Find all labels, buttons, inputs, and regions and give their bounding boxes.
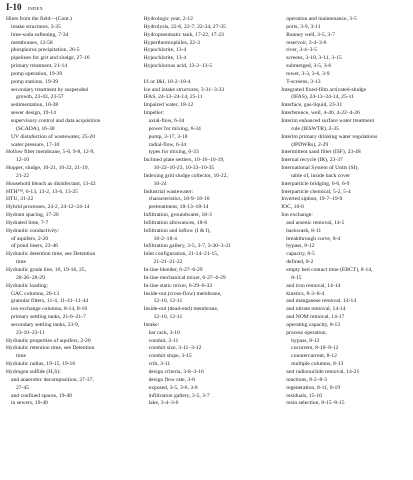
index-entry: HTH™, 6-13, 13-2, 13-6, 13-25 (6, 188, 78, 195)
index-entry: supervisory control and data acquisition (11, 117, 101, 124)
index-entry: operation and maintenance, 3-5 (286, 16, 357, 22)
index-entry: pretreatment, 18-13–18-14 (148, 204, 209, 211)
index-entry: Infiltration, groundwater, 18-3 (143, 212, 212, 219)
index-entry: Hints from the field—(Cont.) (6, 16, 72, 22)
index-entry: types for mixing, 6-33 (148, 149, 199, 156)
index-column-3 (281, 16, 409, 478)
index-entry: UV disinfection of wastewater, 25-20 (11, 133, 96, 140)
index-entry: and confined spaces, 19-40 (11, 392, 72, 399)
index-entry: conduit, 3-11 (148, 337, 179, 344)
index-entry: GAC columns, 26-13 (11, 290, 60, 297)
index-entry: Interparticle bridging, 6-6, 6-9 (281, 180, 350, 187)
index-entry: reactions, 8-2–8-3 (286, 376, 327, 383)
index-entry: Hydraulic loading: (6, 282, 49, 289)
index-entry: lake, 3-4–3-6 (148, 400, 179, 407)
index-entry: Inside-out (dead-end) membrane, (143, 306, 219, 313)
index-entry (144, 71, 278, 79)
index-entry: growth, 23-43, 23-57 (16, 94, 64, 101)
index-entry: conduit slope, 3-15 (148, 353, 192, 360)
index-entry: breakthrough curve, 8-4 (286, 235, 341, 242)
index-entry: lime-soda softening, 7-34 (11, 31, 69, 38)
page-number: I-10 (6, 2, 22, 12)
index-entry: membranes, 12-58 (11, 39, 53, 46)
index-entry: Inclined plate settlers, 10-16–10-19, (143, 157, 225, 164)
index-entry: rule (IESWTR), 2-35 (291, 125, 339, 132)
index-entry: Hydraulic detention time, see Detention (6, 251, 96, 258)
index-entry: capacity, 8-5 (286, 251, 315, 258)
index-entry: conduit size, 3-11–3-12 (148, 345, 202, 352)
index-entry: granular filters, 11-4, 11-41–11-44 (11, 298, 89, 305)
index-entry: kinetics, 8-3–8-4 (286, 290, 325, 297)
index-entry: water pressure, 17-10 (11, 141, 60, 148)
index-entry: Ranney well, 3-5, 3-7 (286, 31, 335, 38)
index-entry: sewer design, 19-14 (11, 110, 56, 117)
index-entry: time (16, 353, 26, 360)
index-entry: Ion exchange: (281, 212, 313, 219)
index-entry: bypass, 8-12 (291, 337, 320, 344)
index-entry: and radionuclide removal, 14-21 (286, 368, 360, 375)
index-entry: pump operation, 19-39 (11, 70, 63, 77)
index-entry: river, 3-4–3-5 (286, 47, 318, 54)
index-entry: Hydrogen sulfide (H₂S): (6, 368, 61, 375)
index-entry: T-screens, 3-13 (286, 78, 321, 85)
index-entry: Indexing grid sludge collector, 10-22, (143, 172, 228, 179)
index-entry: reservoir, 3-4–3-6 (286, 39, 327, 46)
index-entry: and nitrate removal, 14-14 (286, 306, 346, 313)
index-entry: 21-22 (16, 172, 30, 179)
index-entry: Intake: (143, 321, 160, 328)
index-entry: Internal recycle (IR), 23-37 (281, 157, 343, 164)
index-entry: ports, 3-9, 3-11 (286, 23, 321, 30)
index-entry: Industrial wastewater: (143, 188, 194, 195)
index-entry: Household bleach as disinfectant, 13-42 (6, 180, 96, 187)
index-entry: bar rack, 3-10 (148, 329, 180, 336)
index-entry: pump stations, 19-39 (11, 78, 59, 85)
index-entry: process operation, (286, 329, 327, 336)
index-entry: Hydraulic retention time, see Detention (6, 345, 95, 352)
index-entry: Hydraulic grade line, 16, 19-16, 25, (6, 267, 87, 273)
index-entry: design criteria, 3-8–3-16 (148, 368, 204, 375)
index-entry: Interparticle chemical, 5-2, 5-4 (281, 188, 351, 195)
index-entry: Interface, gas-liquid, 23-31 (281, 102, 343, 109)
index-entry: 10-22–10-23, 10-33–10-35 (153, 165, 215, 172)
index-entry: secondary settling tanks, 23-9, (11, 321, 80, 328)
index-entry: time (16, 259, 26, 266)
index-entry: and iron removal, 14-14 (286, 282, 341, 289)
page-header (6, 2, 43, 16)
index-entry: Hydrated lime, 7-7 (6, 219, 49, 226)
index-entry: In-line mechanical mixer, 6-27–6-29 (143, 274, 226, 281)
index-entry: HTU, 31-22 (6, 196, 34, 203)
index-entry: (SCADA), 16-30 (16, 125, 55, 132)
index-entry: Integrated fixed-film activated-sludge (281, 86, 367, 93)
index-entry: Impaired water, 18-12 (143, 102, 194, 109)
index-entry: In-line static mixer, 6-29–6-33 (143, 282, 213, 289)
index-entry: 10-24 (153, 180, 167, 187)
index-entry: 27-45 (16, 384, 30, 391)
index-entry: Interim enhanced surface water treatment (281, 117, 375, 124)
index-entry: Hydraulic radius, 19-15, 19-16 (6, 361, 76, 368)
index-entry: (IPDWRs), 2-29 (291, 141, 329, 148)
index-entry: Hollow fiber membrane, 5-6, 9-8, 12-9, (6, 149, 95, 156)
running-head: INDEX (27, 6, 44, 11)
index-entry: backwash, 8-11 (286, 227, 322, 234)
index-entry: power for mixing, 6-34 (148, 125, 201, 132)
index-entry: Interim primary drinking water regulations (281, 133, 378, 140)
index-entry: Hypochlorous acid, 13-2–13-5 (143, 63, 213, 70)
index-entry: Inside-out (cross-flow) membrane, (143, 290, 222, 297)
index-entry: exposed, 3-5, 3-6, 3-8 (148, 384, 198, 391)
index-entry: Hydrolysis, 22-6, 22-7, 22-34, 27-35 (143, 23, 226, 30)
index-entry: design flow rate, 3-8 (148, 376, 195, 383)
index-entry: Infiltration allowances, 18-6 (143, 219, 208, 226)
index-entry: Hypochlorite, 13-4 (143, 55, 187, 62)
index-entry: Hydropneumatic tank, 17-22, 17-23 (143, 31, 224, 38)
index-entry: Hopper, sludge, 10-21, 10-22, 21-19, (6, 165, 89, 172)
index-entry: table of, inside back cover (291, 172, 351, 179)
index-entry: infiltration gallery, 3-5, 3-7 (148, 392, 210, 399)
index-entry: submerged, 3-5, 3-6 (286, 63, 332, 70)
index-entry: 23-10–23-11 (16, 329, 45, 336)
index-column-1 (6, 16, 140, 478)
index-entry: Ice and intake structures, 3-31–3-33 (143, 86, 225, 93)
index-entry: characteristics, 18-9–18-10 (148, 196, 210, 203)
index-column-2 (144, 16, 278, 478)
index-entry: in sewers, 19-40 (11, 400, 48, 407)
index-entry: 12-10, 12-11 (153, 314, 183, 321)
index-entry: empty bed contact time (EBCT), 8-14, (286, 267, 373, 273)
index-entry: crib, 3-11 (148, 361, 171, 368)
index-entry: resin selection, 8-15–8-15 (286, 400, 345, 407)
index-entry: Inverted siphon, 19-7–19-9 (281, 196, 343, 203)
index-entry: residuals, 15-10 (286, 392, 322, 399)
index-entry: Infiltration gallery, 3-5, 3-7, 3-30–3-31 (143, 243, 232, 250)
index-entry: Infiltration and inflow (I & I), (143, 227, 211, 234)
index-entry: I/I or I&I, 18-2–18-4 (143, 78, 191, 85)
index-entry: 8-15 (291, 274, 302, 281)
index-entry: ion exchange columns, 8-14, 8-16 (11, 306, 88, 313)
index-entry: of pond liners, 23-46 (11, 243, 58, 250)
index-entry: regeneration, 8-11, 8-19 (286, 384, 341, 391)
index-entry: IFAS, 24-13–24-14, 25-11 (143, 94, 203, 101)
index-entry: axial-flow, 6-34 (148, 117, 185, 124)
index-entry: Intermittent sand filter (ISF), 23-48 (281, 149, 361, 156)
index-entry: Impeller: (143, 110, 165, 117)
index-entry: Hydraulic properties of aquifers, 2-20 (6, 337, 91, 344)
index-entry: multiple columns, 8-13 (291, 361, 344, 368)
index-entry: Hybrid processes, 24-2, 24-12–24-14 (6, 204, 90, 211)
index-entry: pump, 3-17, 3-18 (148, 133, 188, 140)
index-entry: Hyperthermophiles, 22-3 (143, 39, 200, 46)
index-entry: tower, 3-3, 3-6, 3-9 (286, 70, 330, 77)
index-entry: and NOM removal, 14-17 (286, 314, 345, 321)
index-entry: 12-10 (16, 157, 30, 164)
index-entry: cocurrent, 8-10–8-12 (291, 345, 339, 352)
index-entry: primary settling tanks, 21-6–21-7 (11, 314, 86, 321)
index-entry: 21-21–21-22 (153, 259, 183, 266)
index-entry: Hydraulic conductivity: (6, 227, 60, 234)
index-entry: defined, 8-2 (286, 259, 314, 266)
index-entry: operating capacity, 8-13 (286, 321, 341, 328)
index-entry: pipelines for grit and sludge, 27-16 (11, 55, 90, 62)
index-entry: International System of Units (SI), (281, 165, 359, 172)
index-entry: primary treatment, 21-14 (11, 63, 68, 70)
index-entry: Inlet configuration, 21-14–21-15, (143, 251, 219, 258)
index-entry: 18-2–18-4 (153, 235, 177, 242)
index-entry: secondary treatment by suspended (11, 86, 88, 93)
index-entry: intake structures, 3-35 (11, 23, 61, 30)
index-entry: Hypochlorite, 13-4 (143, 47, 187, 54)
index-entry: screens, 3-10, 3-11, 3-15 (286, 55, 342, 62)
index-entry: 28-26–28-29 (16, 274, 45, 281)
index-entry: bypass, 8-12 (286, 243, 315, 250)
index-entry: IOC, 16-6 (281, 204, 304, 211)
index-entry: phosphorus precipitation, 26-5 (11, 47, 80, 54)
index-entry: 12-10, 12-11 (153, 298, 183, 305)
index-entry: Hydrant spacing, 17-20 (6, 212, 59, 219)
index-entry: and anaerobic decomposition, 27-37, (11, 376, 94, 383)
index-columns (6, 16, 409, 478)
index-entry: and arsenic removal, 14-5 (286, 219, 345, 226)
index-entry: sedimentation, 10-38 (11, 102, 59, 109)
index-entry: and manganese removal, 14-14 (286, 298, 357, 305)
index-entry: of aquifers, 2-20 (11, 235, 49, 242)
index-entry: Interference, well, 4-46, 4-22–4-26 (281, 110, 360, 117)
index-entry: (IFAS), 24-13–24-14, 25-11 (291, 94, 355, 101)
index-entry: In-line blender, 6-27–6-29 (143, 267, 203, 273)
index-entry: Hydrologic year, 2-12 (143, 16, 193, 22)
index-entry: countercurrent, 8-12 (291, 353, 337, 360)
index-entry: radial-flow, 6-34 (148, 141, 187, 148)
